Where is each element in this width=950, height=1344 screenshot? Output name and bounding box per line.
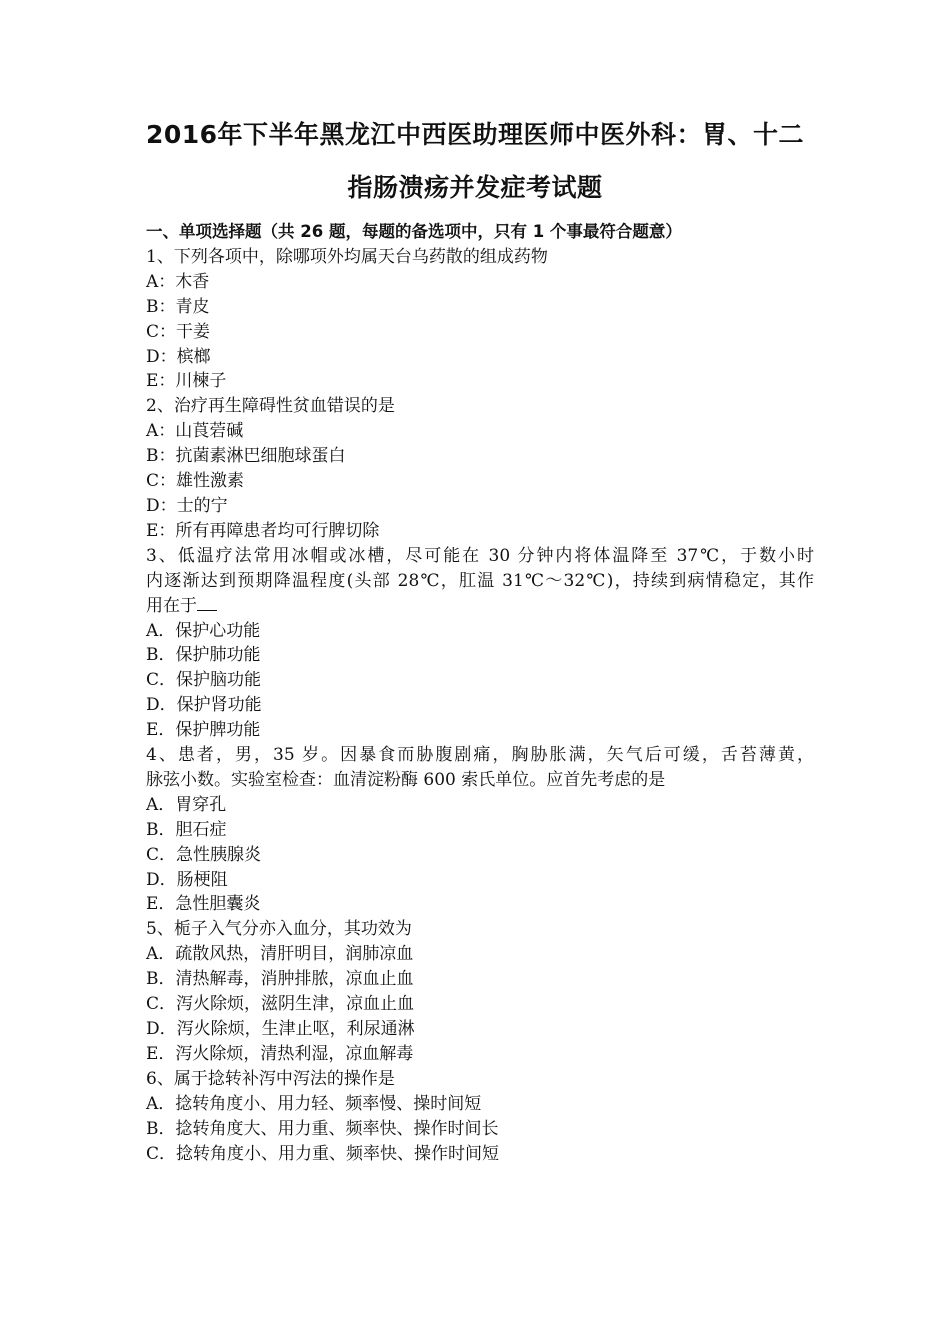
question-2 [146,394,814,543]
question-stem: 内逐渐达到预期降温程度(头部 28℃，肛温 31℃～32℃)，持续到病情稳定，其作 [146,570,814,591]
question-6 [146,1067,814,1167]
answer-option: C．保护脑功能 [146,670,262,691]
document-title-line-2: 指肠溃疡并发症考试题 [347,173,603,202]
answer-option: E．急性胆囊炎 [146,894,261,915]
answer-option: C．急性胰腺炎 [146,844,262,865]
question-5 [146,917,814,1066]
question-stem: 3、低温疗法常用冰帽或冰槽，尽可能在 30 分钟内将体温降至 37℃，于数小时 [146,545,814,566]
answer-option: B：青皮 [146,296,210,317]
question-1 [146,245,814,394]
answer-option: C．泻火除烦，滋阴生津，凉血止血 [146,994,415,1015]
answer-option: B．保护肺功能 [146,645,261,666]
answer-option: B．胆石症 [146,819,227,840]
answer-option: C：干姜 [146,321,211,342]
question-4 [146,743,814,917]
answer-option: B．捻转角度大、用力重、频率快、操作时间长 [146,1118,499,1139]
answer-blank [197,596,217,611]
document-body [146,220,814,1166]
answer-option: A．胃穿孔 [146,794,227,815]
question-stem: 1、下列各项中，除哪项外均属天台乌药散的组成药物 [146,246,548,267]
answer-option: E：所有再障患者均可行脾切除 [146,520,380,541]
answer-option: C．捻转角度小、用力重、频率快、操作时间短 [146,1143,500,1164]
question-stem: 2、治疗再生障碍性贫血错误的是 [146,396,395,417]
question-stem-last-line [146,594,814,619]
document-title-line-1: 2016年下半年黑龙江中西医助理医师中医外科：胃、十二 [145,120,805,149]
question-stem: 4、患者，男，35 岁。因暴食而胁腹剧痛，胸胁胀满，矢气后可缓，舌苔薄黄， [146,745,814,766]
answer-option: D：槟榔 [146,346,211,367]
answer-option: A．捻转角度小、用力轻、频率慢、操时间短 [146,1093,482,1114]
answer-option: B．清热解毒，消肿排脓，凉血止血 [146,969,414,990]
answer-option: A．保护心功能 [146,620,261,641]
question-stem: 脉弦小数。实验室检查：血清淀粉酶 600 索氏单位。应首先考虑的是 [146,769,666,790]
question-stem: 用在于 [146,595,197,616]
answer-option: D．泻火除烦，生津止呕，利尿通淋 [146,1019,415,1039]
answer-option: E．泻火除烦，清热利湿，凉血解毒 [146,1043,414,1064]
question-stem: 6、属于捻转补泻中泻法的操作是 [146,1068,395,1089]
answer-option: D：士的宁 [146,495,228,516]
question-stem: 5、栀子入气分亦入血分，其功效为 [146,919,412,940]
answer-option: C：雄性激素 [146,471,245,492]
answer-option: A：木香 [146,271,210,292]
answer-option: B：抗菌素淋巴细胞球蛋白 [146,446,346,467]
question-3 [146,544,814,743]
answer-option: D．保护肾功能 [146,695,262,716]
answer-option: D．肠梗阻 [146,869,228,890]
answer-option: E．保护脾功能 [146,720,261,741]
answer-option: A：山莨菪碱 [146,421,244,442]
answer-option: A．疏散风热，清肝明目，润肺凉血 [146,944,414,965]
answer-option: E：川楝子 [146,371,227,392]
section-heading: 一、单项选择题（共 26 题，每题的备选项中，只有 1 个事最符合题意） [146,222,682,241]
